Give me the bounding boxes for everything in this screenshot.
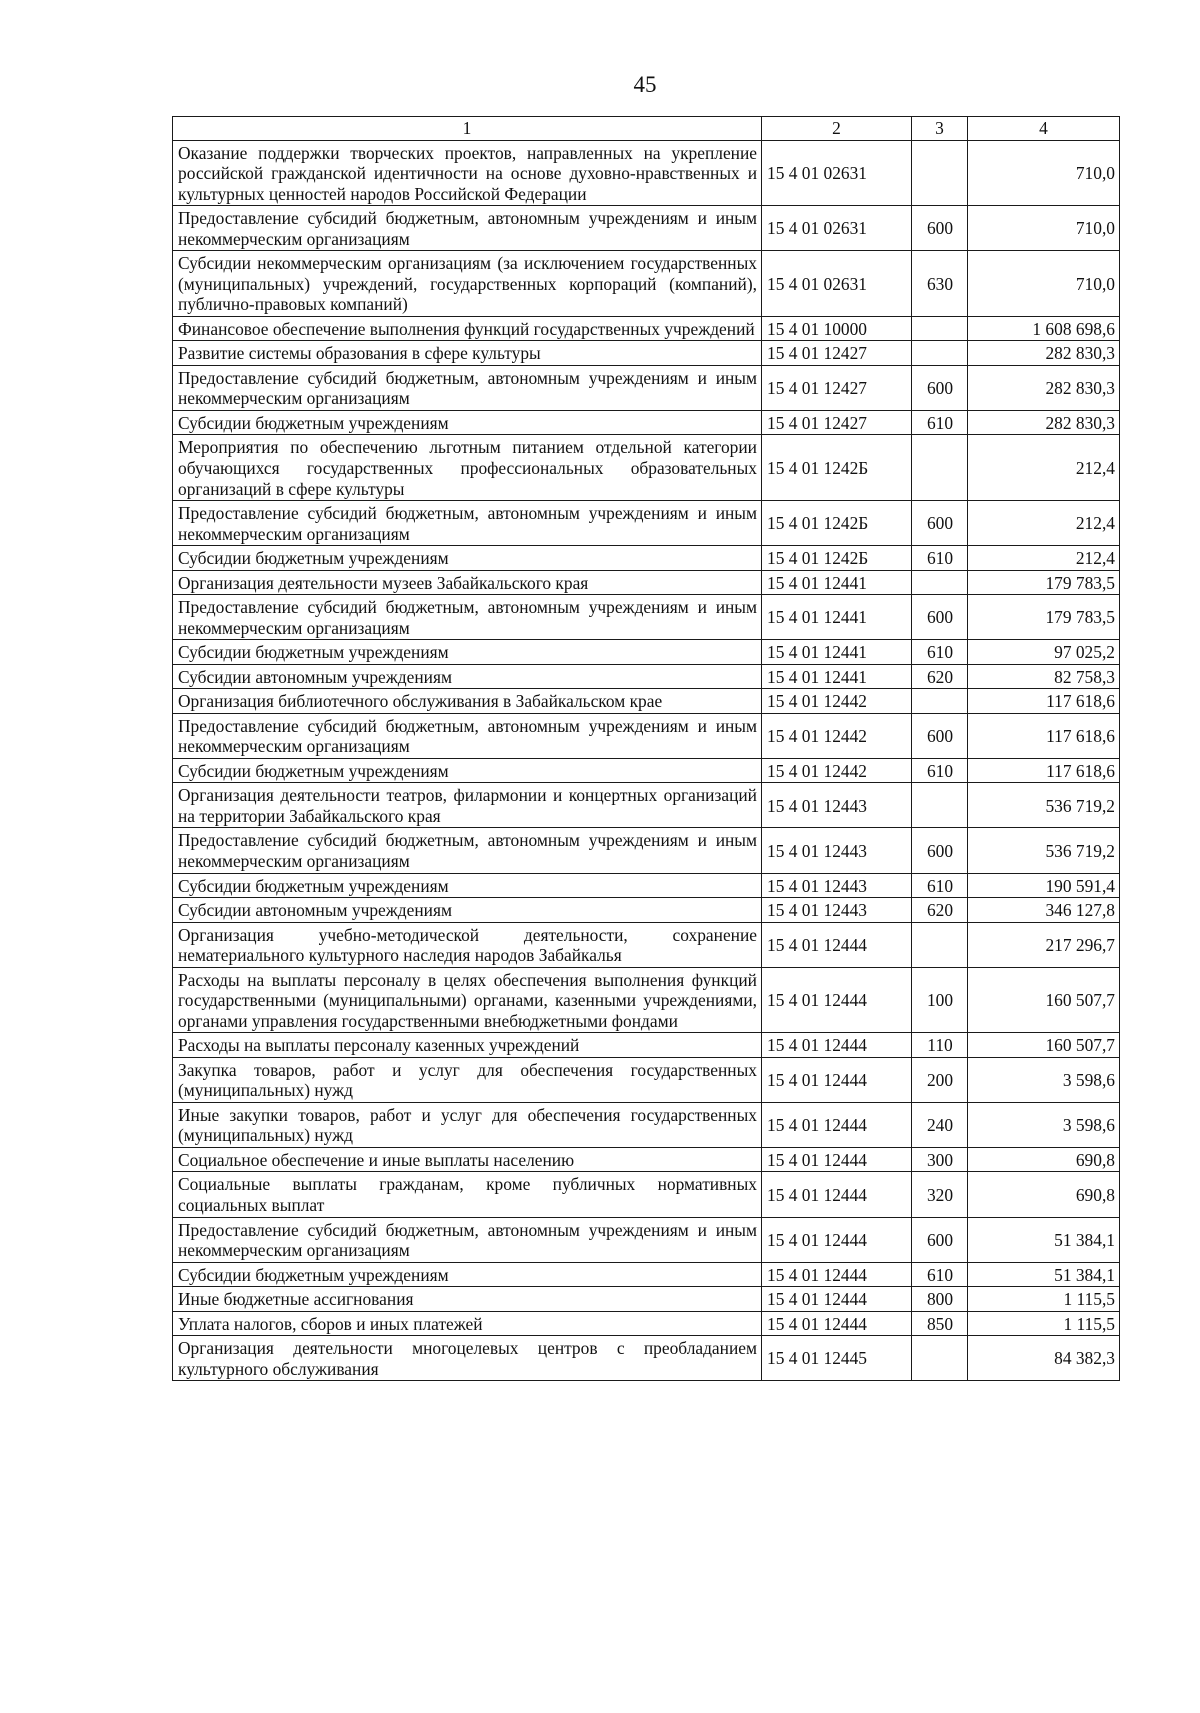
row-amount-cell: 536 719,2 [968, 828, 1120, 873]
table-row [173, 1102, 1120, 1147]
table-row [173, 689, 1120, 714]
row-amount-cell: 97 025,2 [968, 640, 1120, 665]
table-row [173, 341, 1120, 366]
row-amount-cell: 212,4 [968, 501, 1120, 546]
table-row [173, 967, 1120, 1033]
row-code-cell: 15 4 01 12443 [762, 828, 912, 873]
table-row [173, 640, 1120, 665]
row-amount-cell: 179 783,5 [968, 570, 1120, 595]
row-type-cell: 100 [912, 967, 968, 1033]
row-amount-cell: 282 830,3 [968, 341, 1120, 366]
row-type-cell: 200 [912, 1057, 968, 1102]
row-name-cell: Закупка товаров, работ и услуг для обеспечения государственных (муниципальных) нужд [173, 1057, 762, 1102]
row-code-cell: 15 4 01 12442 [762, 713, 912, 758]
budget-table [172, 116, 1120, 1381]
row-type-cell: 600 [912, 595, 968, 640]
table-row [173, 783, 1120, 828]
row-amount-cell: 179 783,5 [968, 595, 1120, 640]
table-row [173, 1147, 1120, 1172]
row-amount-cell: 282 830,3 [968, 410, 1120, 435]
row-name-cell: Социальные выплаты гражданам, кроме публичных нормативных социальных выплат [173, 1172, 762, 1217]
row-code-cell: 15 4 01 12444 [762, 1311, 912, 1336]
row-name-cell: Организация учебно-методической деятельности, сохранение нематериального культурного наследия народов Забайкалья [173, 922, 762, 967]
row-code-cell: 15 4 01 1242Б [762, 546, 912, 571]
table-row [173, 1033, 1120, 1058]
row-amount-cell: 1 115,5 [968, 1287, 1120, 1312]
row-amount-cell: 160 507,7 [968, 967, 1120, 1033]
row-amount-cell: 84 382,3 [968, 1336, 1120, 1381]
table-row [173, 501, 1120, 546]
row-code-cell: 15 4 01 12444 [762, 1057, 912, 1102]
table-row [173, 758, 1120, 783]
table-header [173, 117, 1120, 141]
row-type-cell: 240 [912, 1102, 968, 1147]
row-amount-cell: 710,0 [968, 206, 1120, 251]
row-code-cell: 15 4 01 12444 [762, 1262, 912, 1287]
table-row [173, 898, 1120, 923]
row-name-cell: Субсидии бюджетным учреждениям [173, 640, 762, 665]
table-row [173, 1262, 1120, 1287]
table-row [173, 1172, 1120, 1217]
header-row [173, 117, 1120, 141]
row-name-cell: Организация деятельности театров, филармонии и концертных организаций на территории Забайкальского края [173, 783, 762, 828]
row-name-cell: Социальное обеспечение и иные выплаты населению [173, 1147, 762, 1172]
row-amount-cell: 117 618,6 [968, 758, 1120, 783]
row-name-cell: Субсидии бюджетным учреждениям [173, 410, 762, 435]
row-code-cell: 15 4 01 12427 [762, 410, 912, 435]
row-code-cell: 15 4 01 12441 [762, 595, 912, 640]
row-code-cell: 15 4 01 12442 [762, 689, 912, 714]
row-amount-cell: 690,8 [968, 1147, 1120, 1172]
row-code-cell: 15 4 01 12443 [762, 783, 912, 828]
row-type-cell [912, 570, 968, 595]
table-row [173, 664, 1120, 689]
row-code-cell: 15 4 01 12444 [762, 1287, 912, 1312]
row-type-cell: 630 [912, 251, 968, 317]
row-code-cell: 15 4 01 1242Б [762, 435, 912, 501]
table-row [173, 873, 1120, 898]
table-row [173, 316, 1120, 341]
row-code-cell: 15 4 01 12442 [762, 758, 912, 783]
row-code-cell: 15 4 01 12441 [762, 664, 912, 689]
row-type-cell: 610 [912, 546, 968, 571]
row-type-cell: 320 [912, 1172, 968, 1217]
row-type-cell: 620 [912, 898, 968, 923]
column-header-amount: 4 [968, 117, 1120, 141]
row-name-cell: Предоставление субсидий бюджетным, автономным учреждениям и иным некоммерческим организациям [173, 828, 762, 873]
row-type-cell: 600 [912, 1217, 968, 1262]
row-code-cell: 15 4 01 1242Б [762, 501, 912, 546]
row-amount-cell: 1 608 698,6 [968, 316, 1120, 341]
table-row [173, 140, 1120, 206]
row-code-cell: 15 4 01 12444 [762, 1033, 912, 1058]
row-amount-cell: 690,8 [968, 1172, 1120, 1217]
row-amount-cell: 3 598,6 [968, 1102, 1120, 1147]
row-name-cell: Субсидии бюджетным учреждениям [173, 873, 762, 898]
row-amount-cell: 3 598,6 [968, 1057, 1120, 1102]
row-type-cell: 600 [912, 713, 968, 758]
row-amount-cell: 212,4 [968, 435, 1120, 501]
row-amount-cell: 1 115,5 [968, 1311, 1120, 1336]
row-type-cell: 600 [912, 501, 968, 546]
row-name-cell: Иные бюджетные ассигнования [173, 1287, 762, 1312]
table-row [173, 251, 1120, 317]
row-amount-cell: 117 618,6 [968, 689, 1120, 714]
row-type-cell [912, 341, 968, 366]
table-row [173, 1057, 1120, 1102]
table-body [173, 140, 1120, 1381]
row-name-cell: Предоставление субсидий бюджетным, автономным учреждениям и иным некоммерческим организациям [173, 206, 762, 251]
row-type-cell: 850 [912, 1311, 968, 1336]
row-name-cell: Расходы на выплаты персоналу казенных учреждений [173, 1033, 762, 1058]
row-amount-cell: 117 618,6 [968, 713, 1120, 758]
row-code-cell: 15 4 01 12444 [762, 967, 912, 1033]
row-code-cell: 15 4 01 02631 [762, 140, 912, 206]
row-type-cell: 300 [912, 1147, 968, 1172]
row-type-cell: 610 [912, 1262, 968, 1287]
row-code-cell: 15 4 01 02631 [762, 251, 912, 317]
table-row [173, 1217, 1120, 1262]
row-name-cell: Субсидии некоммерческим организациям (за исключением государственных (муниципальных) учреждений, государственных корпораций (компаний), публично-правовых компаний) [173, 251, 762, 317]
column-header-code: 2 [762, 117, 912, 141]
row-amount-cell: 190 591,4 [968, 873, 1120, 898]
row-type-cell: 610 [912, 640, 968, 665]
row-name-cell: Организация деятельности многоцелевых центров с преобладанием культурного обслуживания [173, 1336, 762, 1381]
row-code-cell: 15 4 01 12444 [762, 922, 912, 967]
row-amount-cell: 212,4 [968, 546, 1120, 571]
row-name-cell: Субсидии бюджетным учреждениям [173, 546, 762, 571]
row-type-cell [912, 140, 968, 206]
row-type-cell: 110 [912, 1033, 968, 1058]
row-code-cell: 15 4 01 12443 [762, 898, 912, 923]
row-amount-cell: 217 296,7 [968, 922, 1120, 967]
row-code-cell: 15 4 01 12444 [762, 1147, 912, 1172]
row-code-cell: 15 4 01 12444 [762, 1172, 912, 1217]
row-amount-cell: 160 507,7 [968, 1033, 1120, 1058]
row-name-cell: Организация деятельности музеев Забайкальского края [173, 570, 762, 595]
row-code-cell: 15 4 01 12444 [762, 1102, 912, 1147]
row-name-cell: Предоставление субсидий бюджетным, автономным учреждениям и иным некоммерческим организациям [173, 595, 762, 640]
table-row [173, 206, 1120, 251]
row-name-cell: Предоставление субсидий бюджетным, автономным учреждениям и иным некоммерческим организациям [173, 501, 762, 546]
row-type-cell: 600 [912, 828, 968, 873]
row-code-cell: 15 4 01 12445 [762, 1336, 912, 1381]
row-type-cell: 600 [912, 365, 968, 410]
row-name-cell: Предоставление субсидий бюджетным, автономным учреждениям и иным некоммерческим организациям [173, 713, 762, 758]
row-code-cell: 15 4 01 12443 [762, 873, 912, 898]
row-name-cell: Мероприятия по обеспечению льготным питанием отдельной категории обучающихся государственных профессиональных образовательных организаций в сфере культуры [173, 435, 762, 501]
row-type-cell: 800 [912, 1287, 968, 1312]
row-type-cell: 610 [912, 873, 968, 898]
table-row [173, 1311, 1120, 1336]
table-row [173, 713, 1120, 758]
row-amount-cell: 346 127,8 [968, 898, 1120, 923]
row-code-cell: 15 4 01 10000 [762, 316, 912, 341]
table-row [173, 365, 1120, 410]
row-amount-cell: 51 384,1 [968, 1262, 1120, 1287]
row-name-cell: Расходы на выплаты персоналу в целях обеспечения выполнения функций государственными (муниципальными) органами, казенными учреждениями, органами управления государственными внебюджетными фондами [173, 967, 762, 1033]
row-code-cell: 15 4 01 12444 [762, 1217, 912, 1262]
table-row [173, 570, 1120, 595]
row-type-cell: 600 [912, 206, 968, 251]
row-amount-cell: 710,0 [968, 140, 1120, 206]
row-type-cell [912, 1336, 968, 1381]
row-type-cell: 610 [912, 410, 968, 435]
row-name-cell: Субсидии автономным учреждениям [173, 898, 762, 923]
table-row [173, 595, 1120, 640]
row-amount-cell: 710,0 [968, 251, 1120, 317]
table-row [173, 922, 1120, 967]
row-type-cell [912, 316, 968, 341]
page-number: 45 [633, 72, 657, 97]
row-name-cell: Субсидии бюджетным учреждениям [173, 758, 762, 783]
table-row [173, 435, 1120, 501]
row-code-cell: 15 4 01 12441 [762, 570, 912, 595]
row-type-cell [912, 783, 968, 828]
column-header-type: 3 [912, 117, 968, 141]
row-amount-cell: 82 758,3 [968, 664, 1120, 689]
row-code-cell: 15 4 01 02631 [762, 206, 912, 251]
table-row [173, 1336, 1120, 1381]
row-name-cell: Организация библиотечного обслуживания в Забайкальском крае [173, 689, 762, 714]
table-row [173, 828, 1120, 873]
row-name-cell: Предоставление субсидий бюджетным, автономным учреждениям и иным некоммерческим организациям [173, 1217, 762, 1262]
row-name-cell: Иные закупки товаров, работ и услуг для обеспечения государственных (муниципальных) нужд [173, 1102, 762, 1147]
row-type-cell: 610 [912, 758, 968, 783]
row-amount-cell: 51 384,1 [968, 1217, 1120, 1262]
table-row [173, 1287, 1120, 1312]
row-type-cell: 620 [912, 664, 968, 689]
row-type-cell [912, 435, 968, 501]
table-row [173, 546, 1120, 571]
table-row [173, 410, 1120, 435]
row-code-cell: 15 4 01 12427 [762, 341, 912, 366]
row-name-cell: Субсидии бюджетным учреждениям [173, 1262, 762, 1287]
row-name-cell: Финансовое обеспечение выполнения функций государственных учреждений [173, 316, 762, 341]
row-type-cell [912, 689, 968, 714]
row-name-cell: Субсидии автономным учреждениям [173, 664, 762, 689]
row-name-cell: Оказание поддержки творческих проектов, направленных на укрепление российской гражданской идентичности на основе духовно-нравственных и культурных ценностей народов Российской Федерации [173, 140, 762, 206]
column-header-name: 1 [173, 117, 762, 141]
row-code-cell: 15 4 01 12427 [762, 365, 912, 410]
row-name-cell: Развитие системы образования в сфере культуры [173, 341, 762, 366]
row-amount-cell: 282 830,3 [968, 365, 1120, 410]
row-name-cell: Предоставление субсидий бюджетным, автономным учреждениям и иным некоммерческим организациям [173, 365, 762, 410]
row-code-cell: 15 4 01 12441 [762, 640, 912, 665]
row-amount-cell: 536 719,2 [968, 783, 1120, 828]
row-type-cell [912, 922, 968, 967]
row-name-cell: Уплата налогов, сборов и иных платежей [173, 1311, 762, 1336]
